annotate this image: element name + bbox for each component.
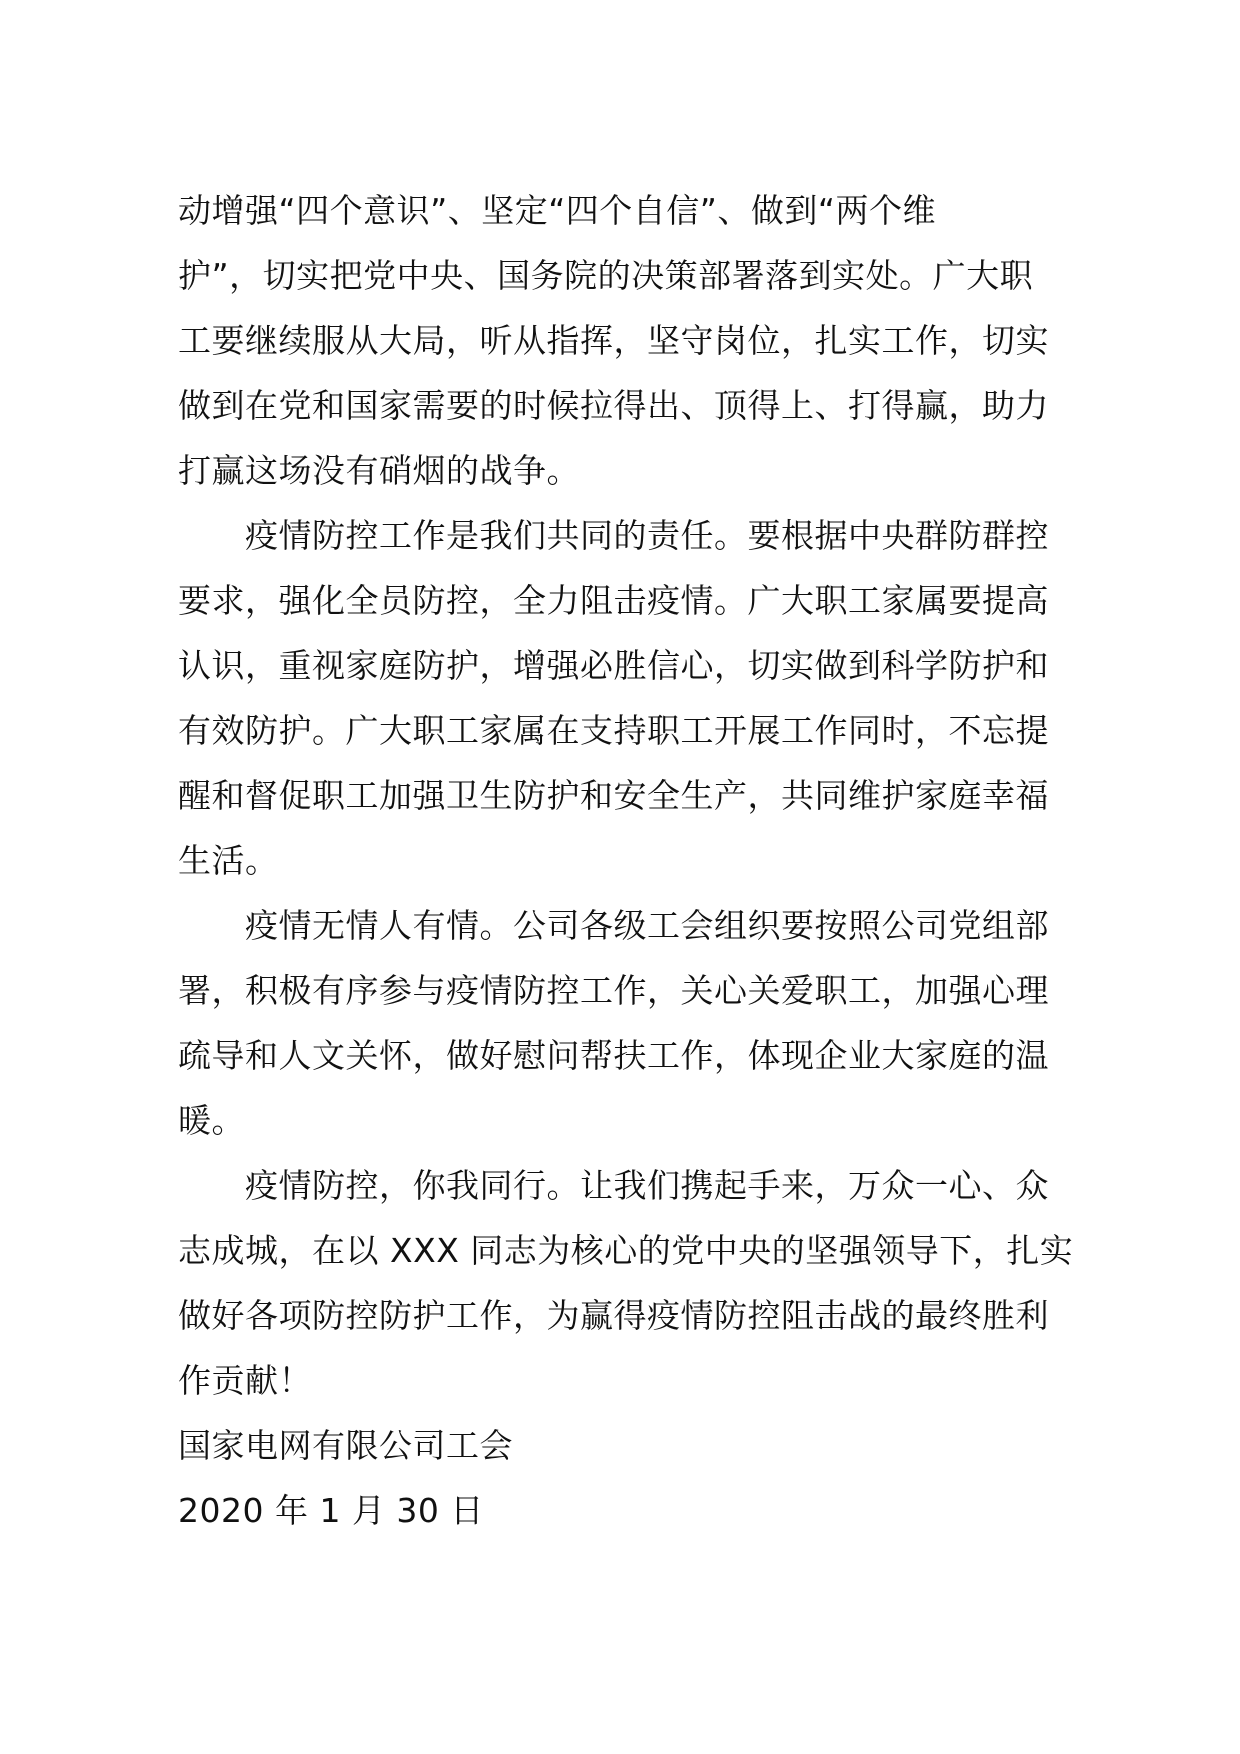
- signature-organization: 国家电网有限公司工会: [178, 1426, 513, 1465]
- signature-date: 2020 年 1 月 30 日: [178, 1491, 484, 1530]
- text-line: 醒和督促职工加强卫生防护和安全生产，共同维护家庭幸福: [178, 776, 1049, 815]
- text-line: 做好各项防控防护工作，为赢得疫情防控阻击战的最终胜利: [178, 1296, 1049, 1335]
- text-line: 认识，重视家庭防护，增强必胜信心，切实做到科学防护和: [178, 646, 1049, 685]
- text-line: 生活。: [178, 841, 279, 880]
- paragraph-start-line: 疫情无情人有情。公司各级工会组织要按照公司党组部: [245, 906, 1049, 945]
- text-line: 作贡献！: [178, 1361, 312, 1400]
- text-line: 暖。: [178, 1101, 245, 1140]
- text-line: 疏导和人文关怀，做好慰问帮扶工作，体现企业大家庭的温: [178, 1036, 1049, 1075]
- paragraph-start-line: 疫情防控，你我同行。让我们携起手来，万众一心、众: [245, 1166, 1049, 1205]
- paragraph-start-line: 疫情防控工作是我们共同的责任。要根据中央群防群控: [245, 516, 1049, 555]
- text-line: 动增强“四个意识”、坚定“四个自信”、做到“两个维: [178, 191, 936, 230]
- text-line: 做到在党和国家需要的时候拉得出、顶得上、打得赢，助力: [178, 386, 1049, 425]
- text-line: 志成城，在以 XXX 同志为核心的党中央的坚强领导下，扎实: [178, 1231, 1074, 1270]
- text-line: 打赢这场没有硝烟的战争。: [178, 451, 580, 490]
- text-line: 要求，强化全员防控，全力阻击疫情。广大职工家属要提高: [178, 581, 1049, 620]
- document-body: [178, 178, 1074, 1543]
- text-line: 署，积极有序参与疫情防控工作，关心关爱职工，加强心理: [178, 971, 1049, 1010]
- text-line: 护”，切实把党中央、国务院的决策部署落到实处。广大职: [178, 256, 1034, 295]
- text-line: 有效防护。广大职工家属在支持职工开展工作同时，不忘提: [178, 711, 1049, 750]
- text-line: 工要继续服从大局，听从指挥，坚守岗位，扎实工作，切实: [178, 321, 1049, 360]
